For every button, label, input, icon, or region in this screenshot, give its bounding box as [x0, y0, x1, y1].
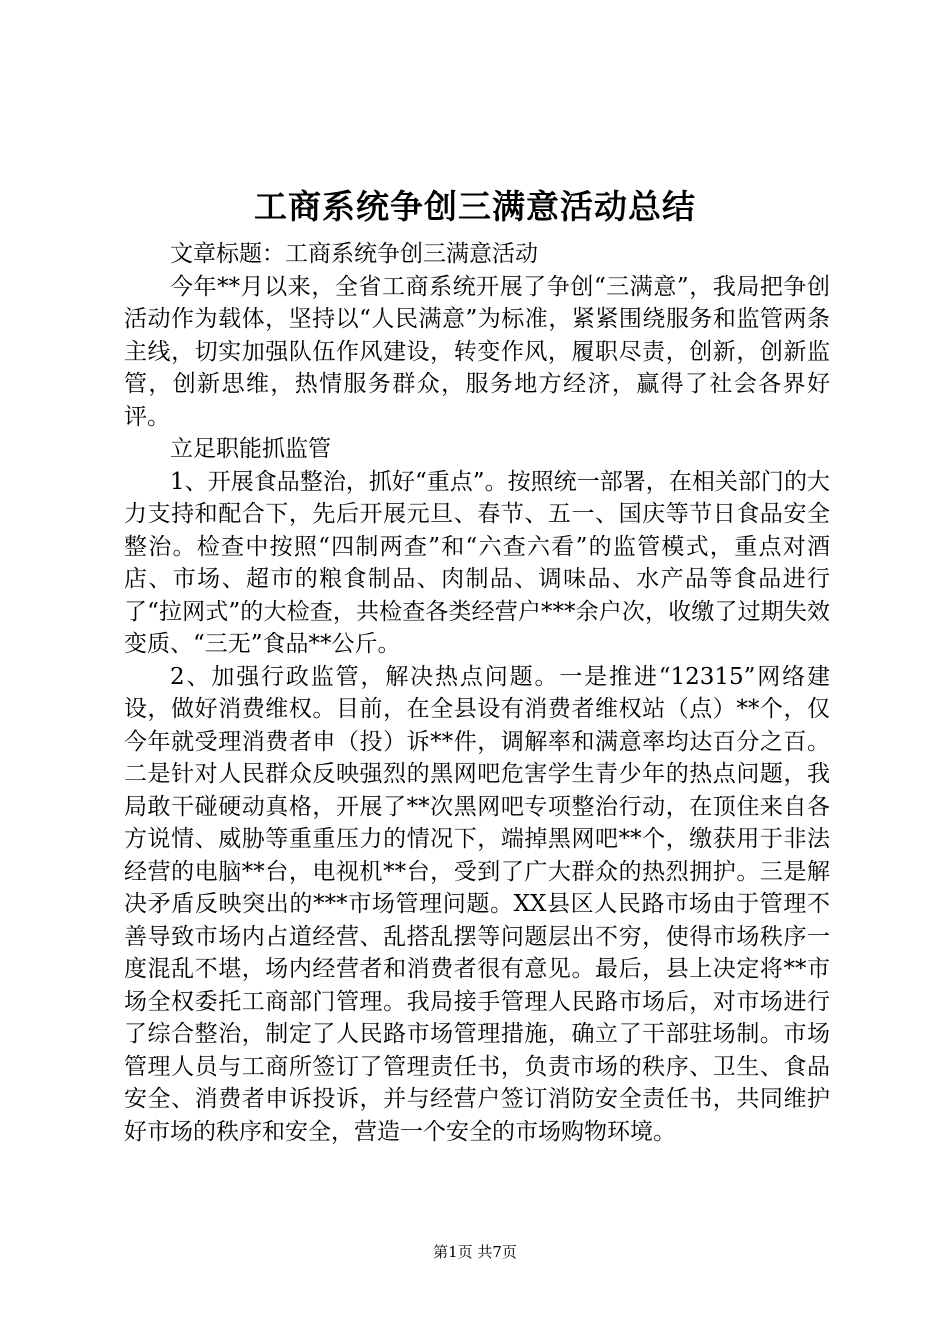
food-rectification-paragraph: 1、开展食品整治，抓好“重点”。按照统一部署，在相关部门的大力支持和配合下，先后开展元旦、春节、五一、国庆等节日食品安全整治。检查中按照“四制两查”和“六查六看”的监管模式，重点对酒店、市场、超市的粮食制品、肉制品、调味品、水产品等食品进行了“拉网式”的大检查，共检查各类经营户***余户次，收缴了过期失效变质、“三无”食品**公斤。: [124, 468, 830, 657]
intro-paragraph: 今年**月以来，全省工商系统开展了争创“三满意”，我局把争创活动作为载体，坚持以“人民满意”为标准，紧紧围绕服务和监管两条主线，切实加强队伍作风建设，转变作风，履职尽责，创新，创新监管，创新思维，热情服务群众，服务地方经济，赢得了社会各界好评。: [124, 273, 830, 430]
administrative-supervision-paragraph: 2、加强行政监管，解决热点问题。一是推进“12315”网络建设，做好消费维权。目前，在全县设有消费者维权站（点）**个，仅今年就受理消费者申（投）诉**件，调解率和满意率均达百分之百。二是针对人民群众反映强烈的黑网吧危害学生青少年的热点问题，我局敢干碰硬动真格，开展了**次黑网吧专项整治行动，在顶住来自各方说情、威胁等重重压力的情况下，端掉黑网吧**个，缴获用于非法经营的电脑**台，电视机**台，受到了广大群众的热烈拥护。三是解决矛盾反映突出的***市场管理问题。XX县区人民路市场由于管理不善导致市场内占道经营、乱搭乱摆等问题层出不穷，使得市场秩序一度混乱不堪，场内经营者和消费者很有意见。最后，县上决定将**市场全权委托工商部门管理。我局接手管理人民路市场后，对市场进行了综合整治，制定了人民路市场管理措施，确立了干部驻场制。市场管理人员与工商所签订了管理责任书，负责市场的秩序、卫生、食品安全、消费者申诉投诉，并与经营户签订消防安全责任书，共同维护好市场的秩序和安全，营造一个安全的市场购物环境。: [124, 663, 830, 1145]
document-body: [124, 238, 830, 1148]
document-title: 工商系统争创三满意活动总结: [254, 187, 696, 226]
article-heading-paragraph: 文章标题：工商系统争创三满意活动: [170, 241, 538, 267]
page-footer: 第1页 共7页: [433, 1243, 517, 1261]
section-heading: 立足职能抓监管: [170, 436, 331, 462]
